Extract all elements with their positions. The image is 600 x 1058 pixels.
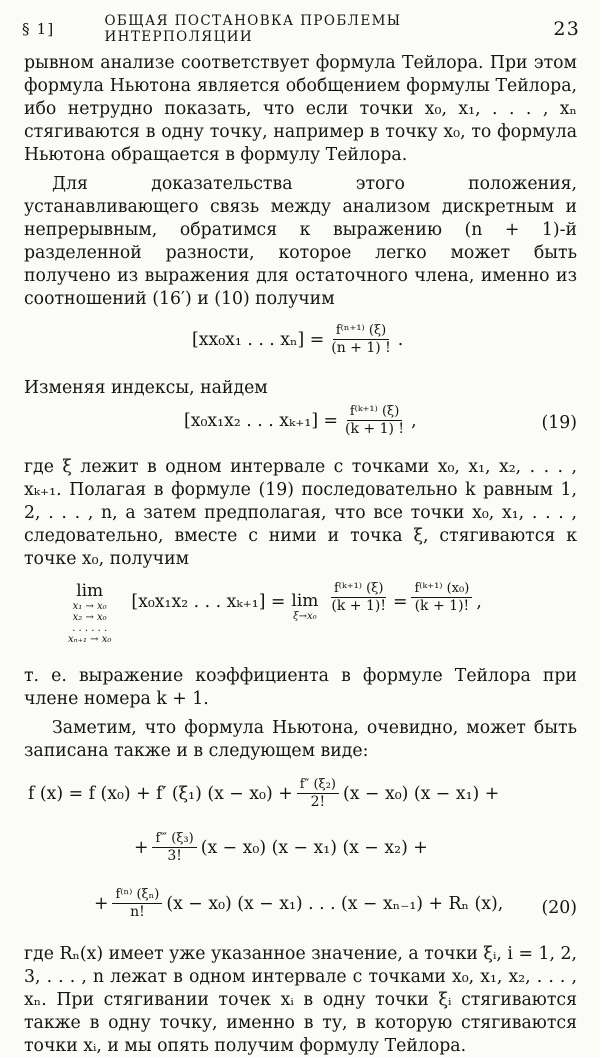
- limit-equals: =: [392, 592, 408, 612]
- eq1-numerator: f⁽ⁿ⁺¹⁾ (ξ): [333, 323, 389, 340]
- limit-fraction-1: [328, 581, 389, 615]
- eq1-fraction: [328, 323, 394, 357]
- running-title: ОБЩАЯ ПОСТАНОВКА ПРОБЛЕМЫ ИНТЕРПОЛЯЦИИ: [104, 13, 402, 45]
- eq20-num-2: f″ (ξ₂): [297, 777, 339, 794]
- eq20-num-n: f⁽ⁿ⁾ (ξₙ): [112, 887, 162, 904]
- eq20-den-2: 2!: [310, 794, 326, 810]
- eq20-line2-end: (x − x₀) (x − x₁) (x − x₂) +: [200, 837, 428, 858]
- equation-20: [24, 773, 577, 943]
- eq19-numerator: f⁽ᵏ⁺¹⁾ (ξ): [347, 404, 402, 421]
- page-header: [22, 14, 580, 44]
- equation-divided-difference: [24, 317, 577, 375]
- eq20-line1-start: f (x) = f (x₀) + f′ (ξ₁) (x − x₀) +: [28, 783, 293, 804]
- eq20-den-n: n!: [130, 904, 145, 920]
- limit-bracket: [x₀x₁x₂ . . . xₖ₊₁] =: [131, 592, 286, 612]
- limit-tail: ,: [476, 592, 482, 612]
- eq19-denominator: (k + 1) !: [345, 421, 405, 437]
- paragraph-7: где Rₙ(x) имеет уже указанное значение, а точки ξᵢ, i = 1, 2, 3, . . . , n лежат в одном интервале с точками x₀, x₁, x₂, . . . , xₙ. При стягивании точек xᵢ в одну точки ξᵢ стягиваются также в одну точку, именно в ту, в которую стягиваются точки xᵢ, и мы опять получим формулу Тейлора.: [24, 944, 577, 1056]
- lim-sub-1: x₁ → x₀: [72, 601, 107, 612]
- eq19-tail: ,: [411, 410, 417, 431]
- paragraph-3: Изменяя индексы, найдем: [24, 378, 268, 398]
- eq19-lhs: [x₀x₁x₂ . . . xₖ₊₁] =: [184, 410, 339, 431]
- lim-sub-3: . . . . . .: [72, 623, 108, 634]
- paragraph-2: Для доказательства этого положения, устанавливающего связь между анализом дискретным и непрерывным, обратимся к выражению (n + 1)-й разделенной разности, которое легко может быть получено из выражения для остаточного члена, именно из соотношений (16′) и (10) получим: [24, 174, 577, 309]
- eq20-den-3: 3!: [167, 848, 182, 864]
- section-marker: § 1]: [22, 20, 55, 38]
- eq20-line1-end: (x − x₀) (x − x₁) +: [343, 783, 500, 804]
- paragraph-1: рывном анализе соответствует формула Тейлора. При этом формула Ньютона является обобщением формулы Тейлора, ибо нетрудно показать, что если точки x₀, x₁, . . . , xₙ стягиваются в одну точку, например в точку x₀, то формула Ньютона обращается в формулу Тейлора.: [24, 53, 577, 165]
- lim-sub-2: x₂ → x₀: [72, 612, 107, 623]
- eq20-line3-end: (x − x₀) (x − x₁) . . . (x − xₙ₋₁) + Rₙ (x),: [166, 893, 504, 914]
- paragraph-4: где ξ лежит в одном интервале с точками x₀, x₁, x₂, . . . , xₖ₊₁. Полагая в формуле (19) последовательно k равным 1, 2, . . . , n, а затем предполагая, что все точки x₀, x₁, . . . , следовательно, вместе с ними и точка ξ, стягиваются к точке x₀, получим: [24, 457, 577, 569]
- eq19-fraction: [342, 404, 407, 438]
- equation-limit: [24, 579, 577, 665]
- limit-operator-2: [291, 591, 318, 622]
- lim-word-2: lim: [291, 591, 319, 611]
- limit-operator-1: [68, 581, 111, 645]
- lim-sub-4: xₙ₊₁ → x₀: [68, 634, 112, 645]
- eq1-tail: .: [397, 329, 404, 350]
- limit-fraction-2: [411, 581, 472, 615]
- lim-num-2: f⁽ᵏ⁺¹⁾ (x₀): [411, 581, 472, 598]
- eq20-line2-plus: +: [134, 837, 149, 858]
- lim-den-1: (k + 1)!: [331, 598, 386, 614]
- eq20-number: (20): [541, 898, 577, 918]
- page-body: [24, 52, 577, 1058]
- eq20-fraction-n: [112, 887, 162, 921]
- lim-den-2: (k + 1)!: [414, 598, 470, 614]
- lim2-sub: ξ→x₀: [293, 611, 317, 622]
- eq20-fraction-2: [297, 777, 339, 811]
- eq20-line3-plus: +: [94, 893, 109, 914]
- paragraph-6: Заметим, что формула Ньютона, очевидно, может быть записана также и в следующем виде:: [24, 718, 577, 761]
- eq20-fraction-3: [152, 831, 196, 865]
- page-number: 23: [553, 18, 580, 40]
- paragraph-5: т. е. выражение коэффициента в формуле Тейлора при члене номера k + 1.: [24, 666, 577, 709]
- lim-num-1: f⁽ᵏ⁺¹⁾ (ξ): [331, 581, 386, 598]
- eq1-denominator: (n + 1) !: [331, 340, 391, 356]
- eq1-lhs: [xx₀x₁ . . . xₙ] =: [192, 329, 325, 350]
- equation-19: [24, 400, 577, 456]
- eq20-num-3: f‴ (ξ₃): [152, 831, 196, 848]
- lim-word-1: lim: [76, 581, 104, 601]
- eq19-number: (19): [541, 413, 577, 433]
